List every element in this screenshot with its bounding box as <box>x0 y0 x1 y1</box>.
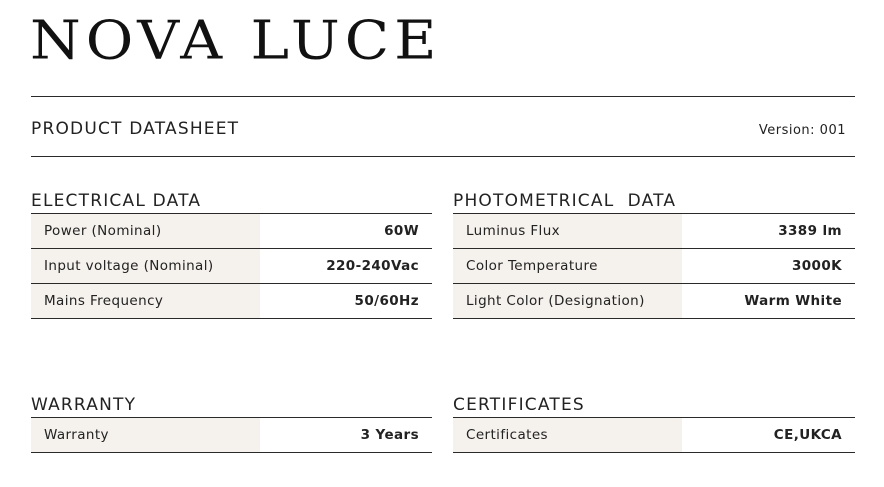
section-title: CERTIFICATES <box>453 395 585 415</box>
photometrical-data-section <box>453 183 855 319</box>
row-value: Warm White <box>744 293 842 309</box>
document-title: PRODUCT DATASHEET <box>31 119 240 139</box>
table-row <box>31 214 432 249</box>
version-label: Version: 001 <box>758 123 846 138</box>
row-value: 3000K <box>791 258 842 274</box>
table-row <box>31 284 432 319</box>
row-label: Input voltage (Nominal) <box>31 249 260 283</box>
table-row <box>31 418 432 453</box>
row-value: 50/60Hz <box>354 293 419 309</box>
table-row <box>453 249 855 284</box>
warranty-section <box>31 387 432 453</box>
header-divider-bottom <box>31 156 855 157</box>
header-divider-top <box>31 96 855 97</box>
brand-logo: NOVA LUCE <box>30 8 442 72</box>
electrical-data-table <box>31 213 432 319</box>
row-value: 3389 lm <box>778 223 842 239</box>
row-value: 220-240Vac <box>326 258 419 274</box>
row-label: Warranty <box>31 418 260 452</box>
certificates-table <box>453 417 855 453</box>
section-title: ELECTRICAL DATA <box>31 191 202 211</box>
row-value: CE,UKCA <box>773 427 842 443</box>
row-value: 3 Years <box>360 427 419 443</box>
row-label: Light Color (Designation) <box>453 284 682 318</box>
row-label: Power (Nominal) <box>31 214 260 248</box>
photometrical-data-table <box>453 213 855 319</box>
section-title: PHOTOMETRICAL DATA <box>453 191 677 211</box>
table-row <box>453 284 855 319</box>
table-row <box>453 214 855 249</box>
certificates-section <box>453 387 855 453</box>
table-row <box>31 249 432 284</box>
row-label: Certificates <box>453 418 682 452</box>
row-label: Luminus Flux <box>453 214 682 248</box>
warranty-table <box>31 417 432 453</box>
table-row <box>453 418 855 453</box>
row-value: 60W <box>384 223 419 239</box>
row-label: Mains Frequency <box>31 284 260 318</box>
electrical-data-section <box>31 183 432 319</box>
row-label: Color Temperature <box>453 249 682 283</box>
section-title: WARRANTY <box>31 395 137 415</box>
